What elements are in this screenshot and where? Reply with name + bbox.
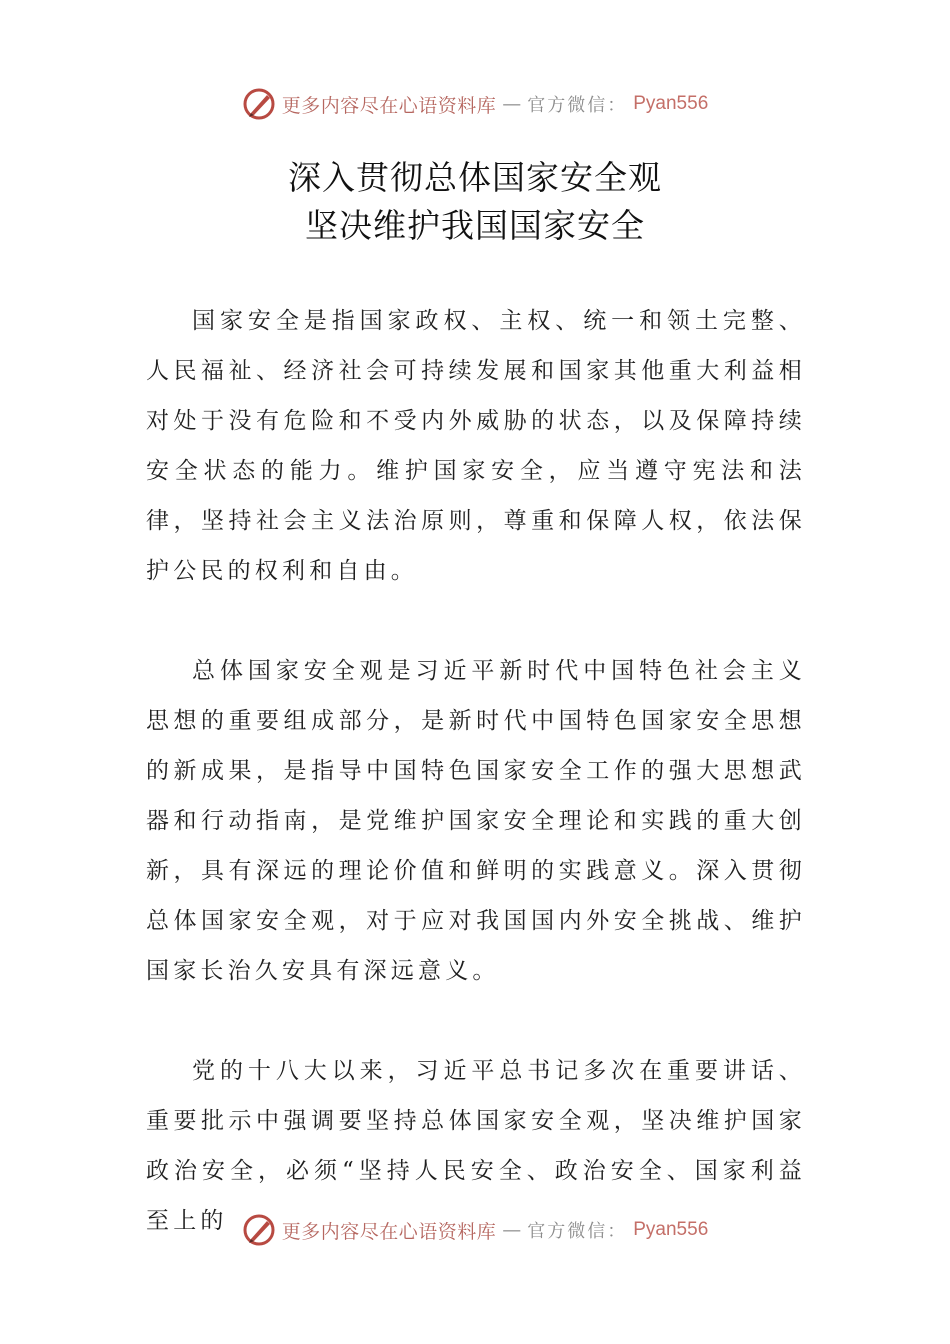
paragraph-2: 总体国家安全观是习近平新时代中国特色社会主义思想的重要组成部分，是新时代中国特色国家安全思想的新成果，是指导中国特色国家安全工作的强大思想武器和行动指南，是党维护国家安全理论和实践的重大创新，具有深远的理论价值和鲜明的实践意义。深入贯彻总体国家安全观，对于应对我国国内外安全挑战、维护国家长治久安具有深远意义。 <box>146 658 806 984</box>
header-watermark <box>0 84 950 124</box>
paragraph-3: 党的十八大以来，习近平总书记多次在重要讲话、重要批示中强调要坚持总体国家安全观，坚决维护国家政治安全，必须“坚持人民安全、政治安全、国家利益至上的 <box>146 1058 806 1234</box>
watermark-label: 官方微信： <box>527 95 628 116</box>
document-body <box>146 296 806 1296</box>
pen-logo-icon <box>242 1213 276 1247</box>
title-line-2: 坚决维护我国国家安全 <box>305 206 645 245</box>
watermark-label: 官方微信： <box>527 1221 628 1242</box>
footer-watermark <box>0 1210 950 1250</box>
watermark-text: 更多内容尽在心语资料库 <box>281 1220 497 1243</box>
title-line-1: 深入贯彻总体国家安全观 <box>288 158 662 197</box>
paragraph-1: 国家安全是指国家政权、主权、统一和领土完整、人民福祉、经济社会可持续发展和国家其他重大利益相对处于没有危险和不受内外威胁的状态，以及保障持续安全状态的能力。维护国家安全，应当遵守宪法和法律，坚持社会主义法治原则，尊重和保障人权，依法保护公民的权利和自由。 <box>146 308 806 584</box>
watermark-text: 更多内容尽在心语资料库 <box>281 94 497 117</box>
watermark-wechat-id: Pyan556 <box>633 1219 709 1240</box>
watermark-wechat-id: Pyan556 <box>633 93 709 114</box>
watermark-dash: — <box>502 93 522 115</box>
watermark-dash: — <box>502 1219 522 1241</box>
pen-logo-icon <box>242 87 276 121</box>
